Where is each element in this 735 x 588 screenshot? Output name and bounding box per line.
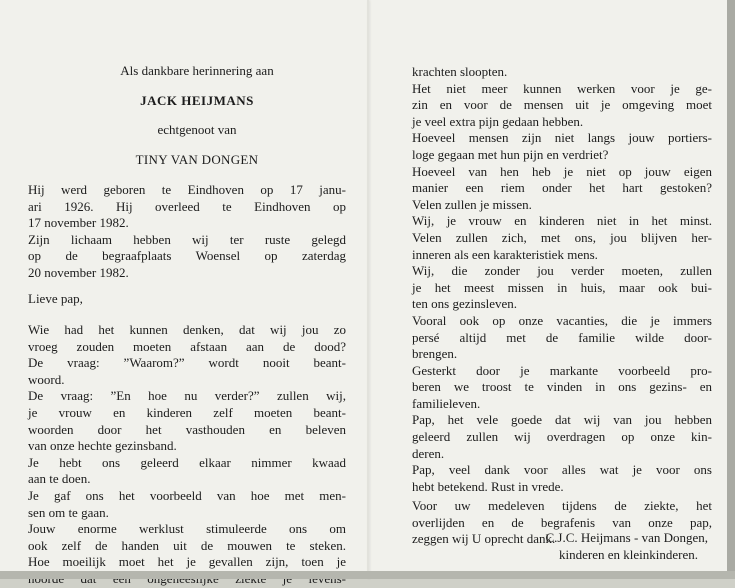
body-line: van onze hechte gezinsband.: [28, 438, 177, 454]
body-line: Wij, je vrouw en kinderen niet in het minst.: [412, 213, 712, 229]
body-line: je vrouw en kinderen zelf moeten beant-: [28, 404, 346, 420]
body-line: ten ons gezinsleven.: [412, 296, 518, 312]
body-line: woord.: [28, 371, 65, 387]
body-line: vroeg zouden moeten afstaan aan de dood?: [28, 338, 346, 354]
bio-line: 17 november 1982.: [28, 215, 129, 231]
body-line: Hoe moeilijk moet het je gevallen zijn, toen je: [28, 554, 346, 570]
thanks-line: overlijden en de begrafenis van onze pap,: [412, 514, 712, 530]
body-line: aan te doen.: [28, 471, 91, 487]
body-line: krachten slоopten.: [412, 64, 508, 79]
body-line: sen om te gaan.: [28, 504, 109, 520]
spouse-label: echtgenoot van: [157, 122, 237, 137]
body-line: Vooral ook op onze vacanties, die je immers: [412, 312, 712, 328]
scan-edge-right: [727, 0, 735, 579]
scan-edge-bottom: [0, 571, 735, 579]
signature-line: C.J.C. Heijmans - van Dongen,: [545, 530, 708, 545]
body-line: De vraag: ”Waarom?” wordt nooit beant-: [28, 355, 346, 371]
bio-line: Zijn lichaam hebben wij ter ruste gelegd: [28, 231, 346, 247]
body-line: inneren als een karakteristiek mens.: [412, 246, 598, 262]
salutation: Lieve pap,: [28, 291, 83, 306]
body-line: Wie had het kunnen denken, dat wij jou zo: [28, 322, 346, 337]
body-line: persé altijd met de familie wilde door-: [412, 329, 712, 345]
bio-block: [28, 182, 346, 282]
signature-block: [412, 530, 712, 563]
deceased-name: JACK HEIJMANS: [140, 93, 254, 108]
body-line: Velen zullen zich, met ons, jou blijven her-: [412, 229, 712, 245]
body-line: je het meest missen in huis, maar ook bui-: [412, 279, 712, 295]
body-line: Het niet meer kunnen werken voor je ge-: [412, 80, 712, 96]
body-line: Pap, veel dank voor alles wat je voor ons: [412, 462, 712, 478]
thanks-line: zeggen wij U oprecht dank.: [412, 531, 556, 547]
body-line: hebt betekend. Rust in vrede.: [412, 478, 564, 494]
body-line: loge gegaan met hun pijn en verdriet?: [412, 146, 609, 162]
letter-body-right: [412, 64, 712, 495]
thanks-line: Voor uw medeleven tijdens de ziekte, het: [412, 498, 712, 513]
signature-line: kinderen en kleinkinderen.: [559, 546, 698, 562]
body-line: De vraag: ”En hoe nu verder?” zullen wij,: [28, 388, 346, 404]
letter-body-left: [28, 322, 346, 588]
body-line: zin en voor de mensen uit je omgeving moet: [412, 97, 712, 113]
body-line: woorden door het vasthouden en beleven: [28, 421, 346, 437]
body-line: brengen.: [412, 346, 458, 362]
body-line: je veel extra pijn gedaan hebben.: [412, 113, 584, 129]
body-line: beren we troost te vinden in ons gezins- en: [412, 379, 712, 395]
body-line: Jouw enorme werklust stimuleerde ons om: [28, 521, 346, 537]
body-line: deren.: [412, 445, 445, 461]
body-line: geleerd zullen wij overdragen op onze kin-: [412, 429, 712, 445]
spouse-name: TINY VAN DONGEN: [135, 152, 259, 167]
body-line: manier een riem onder het hart gestoken?: [412, 180, 712, 196]
body-line: Gesterkt door je markante voorbeeld pro-: [412, 362, 712, 378]
body-line: Hoeveel mensen zijn niet langs jouw portiers-: [412, 130, 712, 146]
body-line: Hoeveel van hen heb je niet op jouw eigen: [412, 163, 712, 179]
body-line: Je hebt ons geleerd elkaar nimmer kwaad: [28, 454, 346, 470]
card-fold: [367, 0, 369, 579]
bio-line: ari 1926. Hij overleed te Eindhoven op: [28, 198, 346, 214]
body-line: Velen zullen je missen.: [412, 196, 532, 212]
bio-line: Hij werd geboren te Eindhoven op 17 janu-: [28, 182, 346, 197]
bio-line: op de begraafplaats Woensel op zaterdag: [28, 248, 346, 264]
intro-line: Als dankbare herinnering aan: [120, 63, 274, 78]
body-line: Je gaf ons het voorbeeld van hoe met men-: [28, 487, 346, 503]
body-line: ook zelf de handen uit de mouwen te steken.: [28, 537, 346, 553]
bio-line: 20 november 1982.: [28, 264, 129, 280]
body-line: familieleven.: [412, 395, 481, 411]
body-line: Pap, het vele goede dat wij van jou hebben: [412, 412, 712, 428]
body-line: Wij, die zonder jou verder moeten, zullen: [412, 263, 712, 279]
